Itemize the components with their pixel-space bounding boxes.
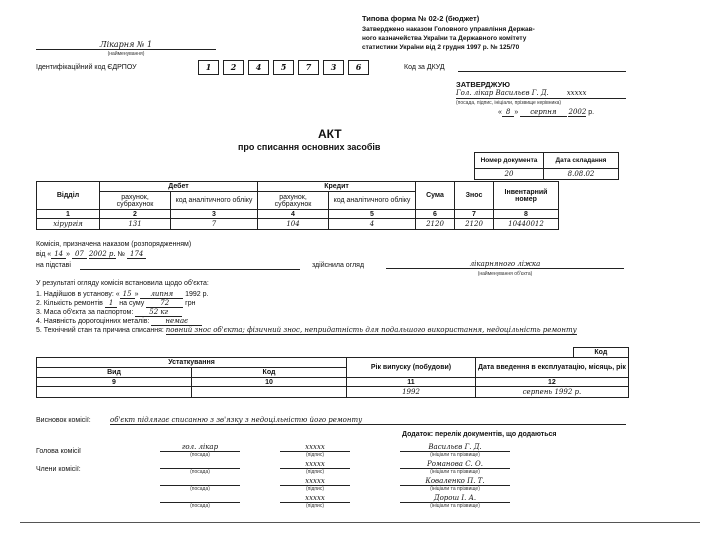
finding-4-value: немає (151, 317, 202, 326)
finding-4-label: 4. Наявність дорогоцінних металів: (36, 318, 150, 325)
col-number: 1 (37, 210, 100, 219)
table-row (37, 387, 629, 398)
sum-header: Сума (416, 182, 455, 210)
col-number: 10 (192, 378, 347, 387)
sig-name: Романова С. О. (400, 460, 510, 469)
year-header: Рік випуску (побудови) (347, 358, 476, 378)
id-code-digit: 2 (223, 60, 244, 75)
wear-header: Знос (455, 182, 494, 210)
org-caption: (найменування) (107, 51, 145, 57)
sig-position: гол. лікар (160, 443, 240, 452)
col-number: 8 (494, 210, 559, 219)
basis-label: на підставі (36, 262, 71, 269)
main-table (36, 181, 559, 230)
dkud-line (458, 71, 626, 72)
signature-row (160, 443, 630, 460)
id-code-digit: 6 (348, 60, 369, 75)
finding-3-value: 52 кг (135, 308, 182, 317)
approve-year-suffix: р. (588, 109, 595, 116)
cell-type (37, 387, 192, 398)
approve-year: 2002 (568, 108, 587, 116)
order-month: 07 (72, 250, 87, 259)
sig-signature: xxxxx (280, 494, 350, 503)
chair-label: Голова комісії (36, 448, 81, 455)
id-code-label: Ідентифікаційний код ЄДРПОУ (36, 64, 137, 71)
commission-date-header: Дата введення в експлуатацію, місяць, рік (476, 358, 629, 378)
conclusion-text: об'єкт підлягає списанню з зв'язку з недоцільністю його ремонту (110, 416, 626, 425)
sig-position (160, 460, 240, 469)
install-table (36, 347, 629, 398)
findings-intro: У результаті огляду комісія встановила щодо об'єкта: (36, 280, 209, 287)
finding-5 (36, 326, 626, 335)
cap-position: (посада) (190, 486, 210, 492)
finding-1-month: липня (140, 290, 183, 299)
finding-2 (36, 299, 195, 307)
object-name: лікарняного ліжка (386, 260, 624, 269)
inventory-header: Інвентарний номер (494, 182, 559, 210)
commission-line: Комісія, призначена наказом (розпорядженням) (36, 241, 192, 248)
order-day: 14 (51, 250, 66, 259)
doc-number-table (474, 152, 619, 180)
sig-name: Коваленко П. Т. (400, 477, 510, 486)
sig-signature: xxxxx (280, 477, 350, 486)
organization-name: Лікарня № 1 (36, 40, 216, 50)
credit-account-header: рахунок, субрахунок (258, 192, 329, 210)
dept-header: Відділ (37, 182, 100, 210)
cap-name: (ініціали та прізвище) (430, 503, 480, 509)
signature-row (160, 460, 630, 477)
col-number: 4 (258, 210, 329, 219)
finding-5-label: 5. Технічний стан та причина списання: (36, 327, 164, 334)
order-year: 2002 р. (88, 250, 116, 258)
sig-position (160, 494, 240, 503)
debit-analytic-header: код аналітичного обліку (171, 192, 258, 210)
cell-code (192, 387, 347, 398)
cap-name: (ініціали та прізвище) (430, 486, 480, 492)
cell-dept: хірургія (37, 219, 100, 230)
form-title: Типова форма № 02-2 (бюджет) (362, 14, 480, 23)
finding-2-sum: 72 (146, 299, 183, 308)
object-caption: (найменування об'єкта) (477, 271, 533, 277)
cap-name: (ініціали та прізвище) (430, 469, 480, 475)
installation-header: Устаткування (37, 358, 347, 368)
id-code-digit: 1 (198, 60, 219, 75)
cap-position: (посада) (190, 469, 210, 475)
approve-signature: xxxxx (566, 89, 587, 97)
finding-2-count: 1 (105, 299, 117, 308)
sig-signature: xxxxx (280, 443, 350, 452)
finding-4 (36, 317, 202, 325)
approve-title: ЗАТВЕРДЖУЮ (456, 80, 510, 89)
cell-credit-account: 104 (258, 219, 329, 230)
id-code-digit: 3 (323, 60, 344, 75)
approve-date: « 8 » серпня 2002 р. (498, 108, 595, 116)
cell-year: 1992 (347, 387, 476, 398)
approve-signer-name: Гол. лікар Васильєв Г. Д. (456, 89, 549, 97)
col-number: 11 (347, 378, 476, 387)
col-number: 5 (329, 210, 416, 219)
finding-2-label: 2. Кількість ремонтів (36, 300, 103, 307)
act-subtitle: про списання основних засобів (238, 142, 381, 152)
approve-day: 8 (502, 108, 514, 117)
appendix-text: Додаток: перелік документів, що додаються (402, 431, 557, 438)
finding-3 (36, 308, 182, 316)
debit-header: Дебет (100, 182, 258, 192)
cell-debit-analytic: 7 (171, 219, 258, 230)
id-code-boxes (198, 60, 373, 75)
credit-analytic-header: код аналітичного обліку (329, 192, 416, 210)
finding-2-mid: на суму (119, 300, 145, 307)
cap-signature: (підпис) (305, 503, 325, 509)
order-no-label: № (117, 251, 126, 258)
inspection-label: здійснила огляд (312, 262, 365, 269)
code2-header: Код (192, 368, 347, 378)
cap-name: (ініціали та прізвище) (430, 452, 480, 458)
approval-text (362, 25, 535, 52)
basis-line (80, 269, 300, 270)
col-number: 2 (100, 210, 171, 219)
finding-5-value: повний знос об'єкта; фізичний знос, непридатність для подальшого використання, недоцільність ремонту (165, 326, 577, 334)
col-number: 6 (416, 210, 455, 219)
approval-line: ного казначейства України та Державного комітету (362, 35, 527, 42)
cell-inventory: 10440012 (494, 219, 559, 230)
sig-signature: xxxxx (280, 460, 350, 469)
members-label: Члени комісії: (36, 466, 81, 473)
approval-line: статистики України від 2 грудня 1997 р. № 125/70 (362, 44, 520, 51)
table-row (37, 219, 559, 230)
cell-debit-account: 131 (100, 219, 171, 230)
doc-number-label: Номер документа (475, 153, 544, 169)
finding-1-year: 1992 р. (185, 291, 209, 298)
act-title: АКТ (318, 127, 342, 141)
sig-position (160, 477, 240, 486)
signature-row (160, 477, 630, 494)
signature-block (160, 443, 630, 511)
order-from: від (36, 251, 46, 258)
doc-date-label: Дата складання (544, 153, 619, 169)
col-number: 12 (476, 378, 629, 387)
approve-caption: (посада, підпис, ініціали, прізвище керівника) (456, 100, 562, 106)
col-number: 7 (455, 210, 494, 219)
install-code-header: Код (573, 348, 628, 358)
cell-credit-analytic: 4 (329, 219, 416, 230)
col-number: 3 (171, 210, 258, 219)
sig-name: Дорош І. А. (400, 494, 510, 503)
cap-signature: (підпис) (305, 452, 325, 458)
credit-header: Кредит (258, 182, 416, 192)
cap-signature: (підпис) (305, 469, 325, 475)
sig-name: Васильєв Г. Д. (400, 443, 510, 452)
cell-commission-date: серпень 1992 р. (476, 387, 629, 398)
id-code-digit: 5 (273, 60, 294, 75)
col-number: 9 (37, 378, 192, 387)
cap-position: (посада) (190, 503, 210, 509)
approve-signer (456, 89, 626, 99)
conclusion-label: Висновок комісії: (36, 417, 91, 424)
cell-wear: 2120 (455, 219, 494, 230)
id-code-digit: 4 (248, 60, 269, 75)
cap-signature: (підпис) (305, 486, 325, 492)
finding-1-label: 1. Надійшов в установу: (36, 291, 114, 298)
commission-order: від « 14 » 07 2002 р. № 174 (36, 250, 146, 258)
dkud-label: Код за ДКУД (404, 64, 445, 71)
debit-account-header: рахунок, субрахунок (100, 192, 171, 210)
bottom-rule (20, 522, 700, 523)
approve-month: серпня (520, 108, 566, 117)
finding-1-day: 15 (120, 290, 135, 299)
cap-position: (посада) (190, 452, 210, 458)
doc-number: 20 (475, 169, 544, 180)
finding-1: 1. Надійшов в установу: « 15 » липня 1992 р. (36, 290, 209, 298)
finding-3-label: 3. Маса об'єкта за паспортом: (36, 309, 134, 316)
approval-line: Затверджено наказом Головного управління Держав- (362, 26, 535, 33)
type-header: Вид (37, 368, 192, 378)
doc-date: 8.08.02 (544, 169, 619, 180)
cell-sum: 2120 (416, 219, 455, 230)
id-code-digit: 7 (298, 60, 319, 75)
finding-2-unit: грн (185, 300, 196, 307)
signature-row (160, 494, 630, 511)
order-no: 174 (127, 250, 146, 259)
